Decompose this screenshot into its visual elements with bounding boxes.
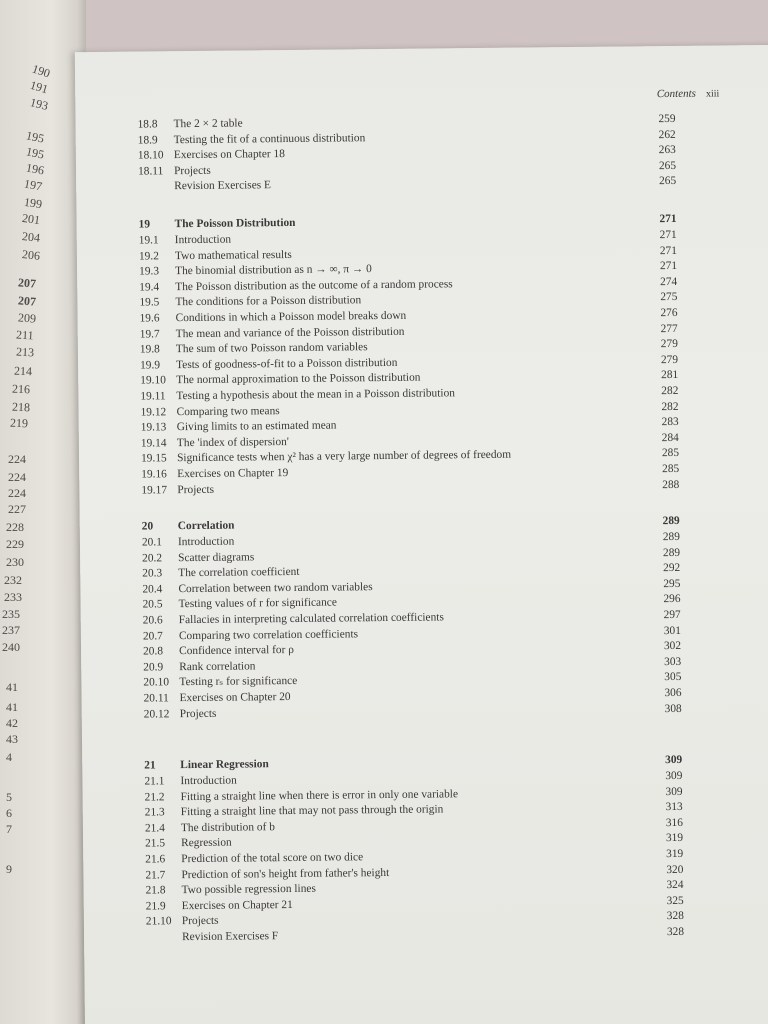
section-number: 19.13: [140, 421, 167, 434]
section-number: 20.10: [143, 676, 170, 689]
section-title: Exercises on Chapter 20: [179, 690, 291, 705]
section-title: Introduction: [180, 774, 237, 788]
section-number: 19.8: [139, 343, 160, 356]
section-page-number: 277: [660, 322, 678, 335]
chapter-number: 21: [144, 759, 156, 772]
section-page-number: 271: [659, 244, 677, 257]
toc-entry: [140, 404, 279, 419]
toc-entry: [141, 419, 337, 435]
toc-entry: [144, 774, 236, 789]
section-number: 20.4: [142, 583, 163, 596]
previous-page-number: 204: [21, 229, 41, 245]
section-page-number: 319: [665, 832, 684, 845]
section-number: 19.12: [140, 405, 167, 419]
section-title: Two mathematical results: [174, 248, 292, 262]
previous-page-number: 229: [6, 537, 24, 551]
chapter-title: Correlation: [177, 519, 235, 533]
chapter-page-number: 289: [662, 514, 680, 528]
section-title: Prediction of son's height from father's height: [181, 866, 390, 881]
section-number: 21.10: [145, 915, 172, 928]
toc-entry: [141, 482, 214, 497]
toc-entry: [141, 466, 288, 482]
section-title: Regression: [181, 837, 232, 850]
section-number: 19.11: [140, 390, 166, 403]
section-title: Exercises on Chapter 18: [173, 148, 285, 162]
section-title: Introduction: [174, 233, 232, 247]
previous-page-number: 195: [24, 128, 46, 146]
previous-page-number: 195: [24, 144, 46, 162]
section-number: 20.5: [142, 598, 163, 611]
section-title: Projects: [177, 483, 215, 496]
section-page-number: 275: [660, 291, 678, 304]
section-number: 19.2: [138, 249, 159, 263]
section-title: Testing a hypothesis about the mean in a Poisson distribution: [176, 387, 456, 403]
section-number: 18.8: [137, 118, 158, 131]
previous-page-number: 41: [6, 680, 18, 694]
section-number: 21.9: [145, 900, 166, 913]
toc-entry: [146, 929, 278, 944]
section-title: Significance tests when χ² has a very large number of degrees of freedom: [176, 449, 512, 465]
previous-page-number: 196: [25, 160, 46, 178]
previous-page-number: 224: [8, 470, 26, 484]
toc-entry: [141, 448, 511, 466]
toc-entry: [139, 294, 361, 310]
section-title: Revision Exercises F: [181, 930, 279, 944]
section-number: 19.15: [140, 452, 167, 465]
section-page-number: 324: [666, 879, 684, 892]
section-number: 19.16: [141, 468, 167, 481]
section-title: The correlation coefficient: [178, 566, 300, 580]
toc-entry: [143, 690, 290, 706]
previous-page-number: 5: [6, 790, 12, 804]
previous-page-number: 211: [15, 327, 34, 343]
section-page-number: 328: [666, 925, 685, 939]
section-page-number: 285: [662, 462, 680, 476]
section-title: Scatter diagrams: [178, 550, 255, 564]
section-number: 20.9: [143, 661, 164, 674]
toc-entry: [140, 324, 405, 341]
chapter-heading: [139, 216, 296, 232]
toc-entry: [143, 659, 255, 674]
toc-entry: [140, 371, 420, 388]
section-title: Testing rₛ for significance: [179, 675, 298, 689]
toc-entry: [145, 836, 232, 851]
section-page-number: 295: [663, 577, 681, 590]
section-page-number: 289: [662, 530, 680, 544]
section-page-number: 320: [666, 863, 684, 876]
toc-entry: [142, 580, 372, 596]
previous-page-number: 228: [6, 520, 24, 534]
section-page-number: 325: [666, 894, 684, 907]
section-page-number: 265: [658, 159, 677, 172]
previous-page-number: 43: [6, 732, 18, 746]
section-title: Projects: [181, 915, 219, 928]
previous-page-number: 191: [28, 77, 50, 97]
section-number: 20.6: [142, 614, 163, 627]
section-page-number: 309: [665, 769, 683, 783]
section-number: 18.10: [137, 149, 164, 162]
section-number: 21.6: [145, 853, 166, 866]
section-title: Correlation between two random variables: [178, 580, 373, 595]
previous-page-number: 227: [8, 502, 26, 516]
section-page-number: 306: [664, 686, 682, 700]
toc-entry: [141, 435, 289, 451]
section-page-number: 271: [659, 228, 677, 242]
section-number: 19.1: [138, 234, 159, 247]
toc-entry: [138, 179, 271, 194]
contents-page: [75, 45, 768, 1024]
previous-page-number: 235: [2, 607, 20, 621]
section-number: 21.1: [144, 775, 165, 788]
toc-entry: [146, 898, 293, 914]
toc-entry: [145, 803, 444, 820]
section-number: 19.10: [140, 374, 166, 387]
section-title: The mean and variance of the Poisson distribution: [175, 325, 405, 340]
section-title: The 'index of dispersion': [176, 435, 289, 449]
chapter-title: Linear Regression: [180, 758, 269, 772]
section-page-number: 316: [665, 816, 683, 829]
previous-page-number: 6: [6, 806, 12, 820]
section-title: Tests of goodness-of-fit to a Poisson distribution: [176, 356, 398, 371]
section-page-number: 274: [660, 275, 678, 288]
toc-entry: [144, 706, 217, 721]
section-page-number: 265: [659, 175, 677, 188]
section-page-number: 302: [663, 640, 682, 653]
section-title: Comparing two means: [176, 404, 280, 418]
section-number: 21.2: [144, 790, 165, 804]
section-title: The binomial distribution as n → ∞, π → 0: [175, 263, 372, 278]
previous-page-number: 190: [30, 61, 52, 81]
section-page-number: 259: [658, 112, 676, 126]
previous-page-number: 7: [6, 822, 12, 836]
section-number: 19.6: [139, 312, 160, 325]
section-page-number: 285: [661, 447, 680, 460]
section-page-number: 309: [665, 785, 683, 798]
toc-entry: [137, 116, 242, 131]
previous-page-number: 197: [23, 176, 44, 194]
section-title: Projects: [179, 707, 217, 720]
section-title: Exercises on Chapter 21: [181, 898, 293, 912]
section-title: Introduction: [177, 535, 235, 549]
section-number: 19.3: [139, 265, 160, 278]
section-title: Giving limits to an estimated mean: [176, 419, 337, 434]
running-header: [657, 87, 720, 100]
toc-entry: [139, 233, 231, 248]
section-page-number: 303: [664, 655, 682, 668]
previous-page-number: 230: [6, 555, 24, 569]
toc-entry: [139, 262, 372, 278]
previous-page-number: 213: [15, 344, 35, 360]
toc-entry: [146, 914, 219, 929]
section-page-number: 284: [661, 431, 679, 444]
toc-entry: [143, 627, 358, 643]
toc-entry: [145, 882, 315, 898]
header-label: Contents: [656, 87, 696, 101]
section-page-number: 305: [664, 671, 682, 684]
toc-entry: [143, 643, 294, 659]
section-page-number: 308: [664, 702, 682, 715]
toc-entry: [142, 565, 299, 581]
section-page-number: 313: [665, 801, 683, 814]
section-title: Two possible regression lines: [181, 882, 316, 897]
section-page-number: 296: [663, 593, 681, 606]
toc-entry: [140, 340, 368, 356]
previous-page-number: 199: [23, 194, 43, 212]
section-number: 21.5: [145, 837, 166, 850]
previous-page-number: 41: [6, 700, 18, 714]
section-page-number: 281: [661, 369, 679, 382]
section-title: Confidence interval for ρ: [179, 644, 294, 658]
section-page-number: 319: [666, 847, 684, 861]
section-title: Fallacies in interpreting calculated correlation coefficients: [178, 611, 444, 627]
previous-page-number: 207: [17, 293, 37, 309]
toc-entry: [138, 131, 366, 147]
section-title: Exercises on Chapter 19: [177, 467, 289, 481]
toc-entry: [142, 550, 254, 565]
section-page-number: 282: [661, 384, 679, 398]
toc-entry: [139, 277, 453, 294]
section-title: The 2 × 2 table: [173, 117, 243, 131]
section-page-number: 292: [663, 562, 681, 575]
section-page-number: 276: [660, 306, 678, 320]
section-title: Conditions in which a Poisson model breaks down: [175, 309, 407, 325]
section-number: 20.1: [141, 536, 162, 549]
chapter-title: The Poisson Distribution: [174, 216, 296, 231]
section-page-number: 289: [662, 546, 681, 559]
section-title: Revision Exercises E: [174, 179, 272, 193]
previous-page-edge: [0, 0, 86, 1024]
section-number: 20.3: [142, 567, 163, 580]
toc-entry: [140, 309, 407, 326]
previous-page-number: 224: [8, 452, 26, 466]
previous-page-number: 216: [11, 381, 31, 397]
previous-page-number: 233: [4, 590, 22, 604]
previous-page-number: 240: [2, 640, 20, 654]
section-number: 21.8: [145, 884, 166, 897]
chapter-heading: [142, 519, 235, 534]
previous-page-number: 201: [21, 210, 41, 228]
section-number: 19.14: [140, 437, 167, 450]
section-number: 21.7: [145, 868, 166, 882]
toc-entry: [139, 248, 292, 264]
section-page-number: 279: [660, 338, 678, 351]
section-title: Rank correlation: [179, 660, 256, 673]
chapter-number: 19: [138, 218, 151, 231]
section-number: 20.2: [142, 551, 163, 565]
previous-page-number: 237: [2, 623, 20, 637]
previous-page-number: 42: [6, 716, 18, 730]
toc-entry: [138, 147, 285, 163]
section-title: Testing the fit of a continuous distribution: [173, 131, 366, 146]
section-title: Comparing two correlation coefficients: [178, 627, 359, 642]
chapter-page-number: 271: [659, 212, 677, 226]
section-number: 19.4: [139, 281, 160, 294]
section-page-number: 279: [660, 353, 679, 366]
toc-entry: [145, 850, 363, 866]
section-title: Prediction of the total score on two dice: [181, 851, 364, 866]
section-number: 19.7: [139, 327, 160, 341]
section-page-number: 283: [661, 416, 679, 429]
previous-page-number: 232: [4, 573, 22, 587]
toc-entry: [145, 820, 275, 835]
chapter-number: 20: [141, 520, 154, 533]
previous-page-number: 219: [9, 415, 29, 431]
section-title: The conditions for a Poisson distribution: [175, 294, 362, 309]
section-page-number: 297: [663, 608, 681, 622]
toc-entry: [143, 596, 337, 612]
toc-entry: [145, 787, 459, 804]
section-number: 20.7: [142, 629, 163, 643]
section-number: 21.3: [144, 806, 165, 819]
section-page-number: 301: [663, 624, 681, 637]
section-page-number: 288: [662, 478, 680, 491]
section-number: 20.12: [143, 707, 170, 721]
section-page-number: 263: [658, 144, 676, 157]
section-page-number: 328: [666, 910, 684, 923]
section-number: 18.11: [137, 165, 164, 178]
chapter-page-number: 309: [665, 753, 683, 767]
section-page-number: 262: [658, 128, 676, 141]
section-number: 19.17: [141, 483, 168, 497]
section-number: 19.5: [139, 296, 160, 309]
toc-entry: [142, 535, 234, 550]
toc-entry: [140, 386, 455, 403]
section-number: 19.9: [140, 359, 161, 372]
section-page-number: 282: [661, 400, 679, 413]
previous-page-number: 218: [11, 399, 31, 415]
previous-page-number: 206: [21, 247, 41, 263]
toc-entry: [143, 610, 444, 627]
section-number: 21.4: [144, 822, 165, 835]
previous-page-number: 9: [6, 862, 12, 876]
chapter-heading: [144, 757, 269, 772]
previous-page-number: 224: [8, 486, 26, 500]
section-title: Fitting a straight line that may not pass through the origin: [180, 803, 444, 819]
section-title: Projects: [173, 164, 211, 177]
section-number: 20.11: [143, 692, 169, 705]
section-title: The normal approximation to the Poisson distribution: [176, 372, 421, 387]
section-title: Testing values of r for significance: [178, 596, 337, 611]
previous-page-number: 207: [17, 275, 37, 291]
section-title: Fitting a straight line when there is error in only one variable: [180, 787, 459, 803]
section-title: The distribution of b: [180, 820, 275, 834]
toc-entry: [145, 866, 389, 883]
section-number: 18.9: [137, 133, 158, 147]
section-number: 20.8: [143, 645, 164, 658]
previous-page-number: 214: [13, 363, 33, 379]
toc-entry: [140, 356, 397, 373]
section-title: The sum of two Poisson random variables: [175, 341, 368, 356]
section-page-number: 271: [659, 260, 678, 273]
previous-page-number: 4: [6, 750, 12, 764]
previous-page-number: 209: [17, 310, 37, 326]
previous-page-number: 193: [28, 95, 50, 113]
section-title: The Poisson distribution as the outcome of a random process: [175, 278, 453, 293]
header-page-number: xiii: [705, 88, 720, 100]
toc-entry: [143, 674, 297, 690]
toc-entry: [138, 164, 211, 179]
